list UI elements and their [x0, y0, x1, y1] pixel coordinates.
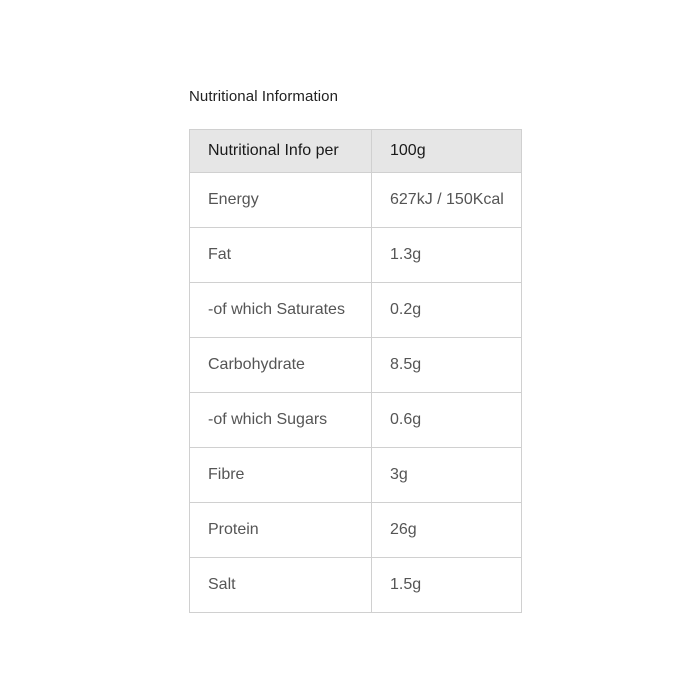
table-row	[190, 558, 522, 613]
nutrient-label: Carbohydrate	[190, 338, 372, 393]
header-value-cell: 100g	[372, 130, 522, 173]
header-label-cell: Nutritional Info per	[190, 130, 372, 173]
nutrient-value: 627kJ / 150Kcal	[372, 173, 522, 228]
nutrition-title: Nutritional Information	[189, 88, 339, 105]
table-row	[190, 503, 522, 558]
nutrient-label: Fat	[190, 228, 372, 283]
nutrient-value: 1.5g	[372, 558, 522, 613]
table-row	[190, 283, 522, 338]
nutrient-value: 1.3g	[372, 228, 522, 283]
table-row	[190, 393, 522, 448]
nutrient-value: 8.5g	[372, 338, 522, 393]
nutrient-label: Salt	[190, 558, 372, 613]
nutrient-label: -of which Sugars	[190, 393, 372, 448]
nutrient-value: 26g	[372, 503, 522, 558]
nutrient-value: 0.6g	[372, 393, 522, 448]
table-row	[190, 448, 522, 503]
nutrient-value: 3g	[372, 448, 522, 503]
table-row	[190, 228, 522, 283]
nutrient-label: -of which Saturates	[190, 283, 372, 338]
nutrient-label: Energy	[190, 173, 372, 228]
nutrition-table	[189, 129, 522, 613]
nutrient-label: Fibre	[190, 448, 372, 503]
nutrient-label: Protein	[190, 503, 372, 558]
table-row	[190, 338, 522, 393]
nutrient-value: 0.2g	[372, 283, 522, 338]
table-header-row	[190, 130, 522, 173]
table-row	[190, 173, 522, 228]
